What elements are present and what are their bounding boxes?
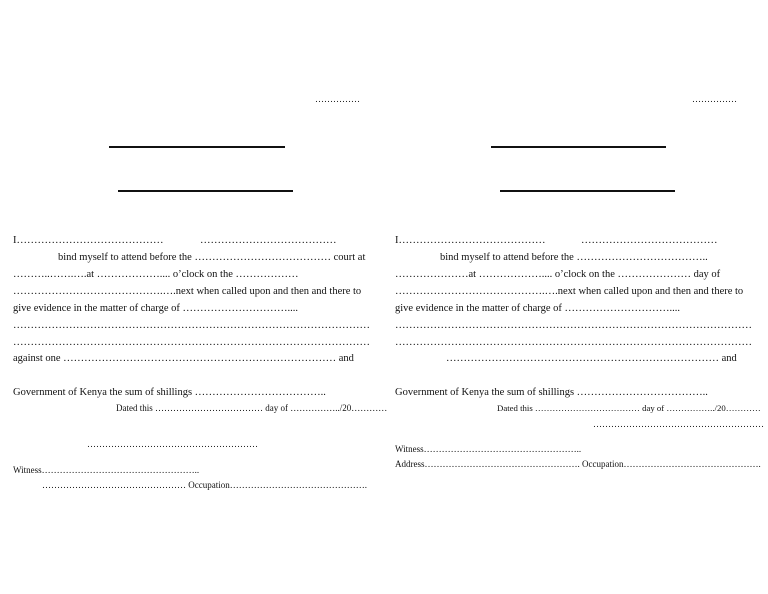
left-title-rule-1 [109,146,285,148]
right-line-i-second: ………………………………… [581,235,718,246]
right-line-blank-2: ………………………………………………………………………………………… [395,337,752,348]
left-signature-line: ………………………………………………… [87,439,258,449]
right-line-witness: Witness…………………………………………….. [395,444,582,454]
left-line-next: …………………………………….….next when called upon and then and there to [13,286,362,297]
right-line-dated: Dated this ……………………………… day of ……………../20………… [497,403,761,413]
right-line-at: …………………at ……………….... o’clock on the ………………… day of [395,269,721,280]
right-title-rule-2 [500,190,675,192]
left-line-dated: Dated this ……………………………… day of ……………../20………… [116,403,388,413]
left-line-bind: bind myself to attend before the ………………………………… court at [58,252,366,263]
left-line-blank-2: ………………………………………………………………………………………… [13,337,370,348]
right-line-i: I…………………………………… [395,235,546,246]
right-line-against: …………………………………………………………………… and [446,353,737,364]
right-line-bind: bind myself to attend before the ……………………………….. [440,252,708,263]
left-line-i-second: ………………………………… [200,235,337,246]
left-line-occupation: ………………………………………… Occupation………………………………………. [42,480,367,490]
right-line-govt: Government of Kenya the sum of shillings ……………………………….. [395,387,708,398]
right-line-blank-1: ………………………………………………………………………………………… [395,320,752,331]
left-line-give: give evidence in the matter of charge of ………………………….... [13,303,298,314]
left-line-blank-1: ………………………………………………………………………………………… [13,320,370,331]
right-title-rule-1 [491,146,666,148]
left-title-rule-2 [118,190,293,192]
left-line-i: I…………………………………… [13,235,164,246]
right-line-give: give evidence in the matter of charge of ………………………….... [395,303,680,314]
left-corner-dots: …………… [315,94,360,104]
right-corner-dots: …………… [692,94,737,104]
left-line-against: against one …………………………………………………………………… and [13,353,354,364]
left-line-at: ………..…….….at ……………….... o’clock on the ……………… [13,269,299,280]
left-line-govt: Government of Kenya the sum of shillings ……………………………….. [13,387,326,398]
right-signature-line: ………………………………………………… [593,419,764,429]
right-line-address: Address……………………………………………. Occupation………………………………………. [395,459,761,469]
left-line-witness: Witness…………………………………………….. [13,465,200,475]
right-line-next: …………………………………….….next when called upon and then and there to [395,286,744,297]
